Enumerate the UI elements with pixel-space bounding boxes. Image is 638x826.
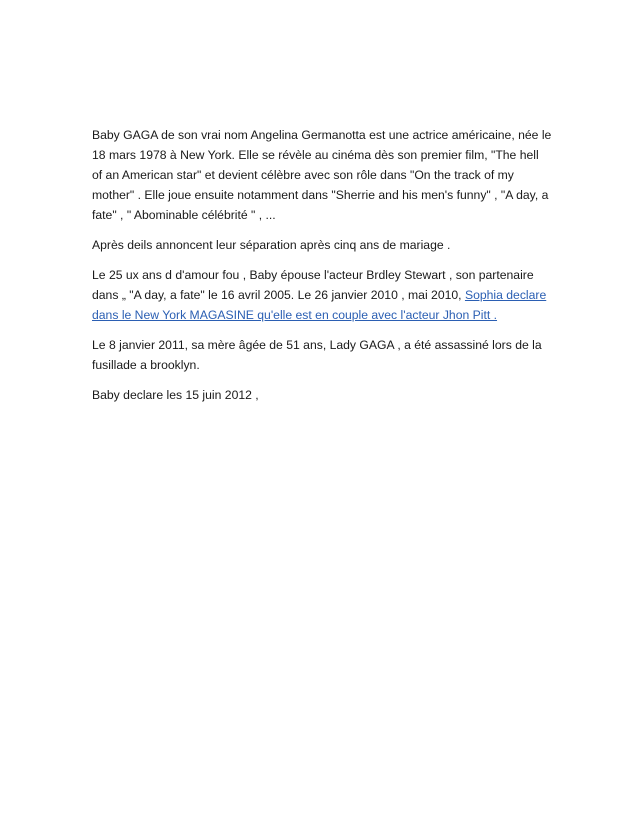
paragraph-biography: Baby GAGA de son vrai nom Angelina Germanotta est une actrice américaine, née le 18 mars 1978 à New York. Elle se révèle au cinéma dès son premier film, "The hell of an American star" et devient célèbre avec son rôle dans "On the track of my mother" . Elle joue ensuite notamment dans "Sherrie and his men's funny" , "A day, a fate" , " Abominable célébrité " , ... [92,128,552,222]
paragraph-declaration: Baby declare les 15 juin 2012 , [92,388,259,402]
paragraph-separation: Après deils annoncent leur séparation après cinq ans de mariage . [92,238,451,252]
new-york-magazine-link[interactable]: Sophia declare dans le New York MAGASINE qu'elle est en couple avec l'acteur Jhon Pitt . [92,288,547,322]
paragraph-marriage [92,265,552,325]
document-body [92,125,552,415]
paragraph-marriage-text: Le 25 ux ans d d'amour fou , Baby épouse l'acteur Brdley Stewart , son partenaire dans „ "A day, a fate" le 16 avril 2005. Le 26 janvier 2010 , mai 2010, [92,268,534,302]
paragraph-shooting: Le 8 janvier 2011, sa mère âgée de 51 ans, Lady GAGA , a été assassiné lors de la fusillade a brooklyn. [92,338,542,372]
